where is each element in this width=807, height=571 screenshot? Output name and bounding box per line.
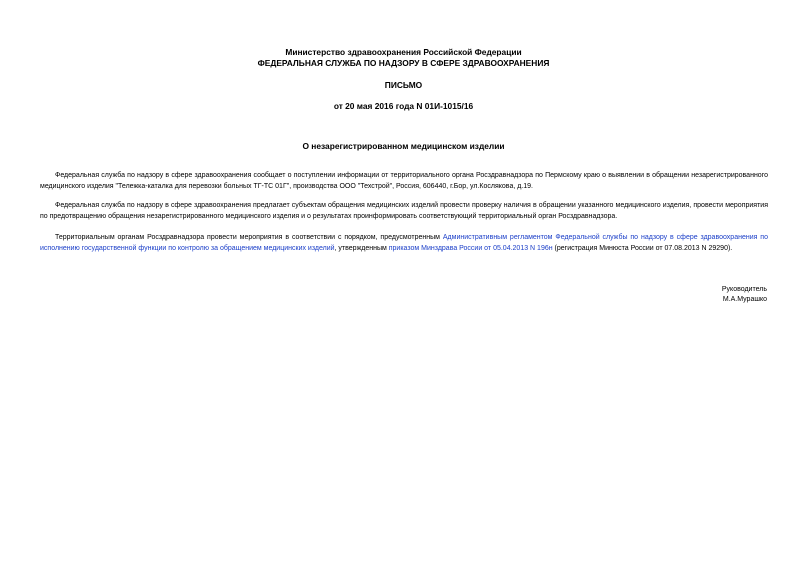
- paragraph-2: Федеральная служба по надзору в сфере здравоохранения предлагает субъектам обращения медицинских изделий провести проверку наличия в обращении указанного медицинского изделия, провести мероприятия по предотвращению обращения незарегистрированного медицинского изделия и о результатах проинформировать соответствующий территориальный орган Росздравнадзора.: [40, 202, 768, 220]
- signatory-position: Руководитель: [721, 286, 767, 293]
- document-type: ПИСЬМО: [384, 80, 423, 90]
- ministry-name: Министерство здравоохранения Российской Федерации: [285, 47, 522, 57]
- signatory-name: М.А.Мурашко: [722, 296, 767, 303]
- regulation-link[interactable]: Административным регламентом Федеральной службы по надзору в сфере здравоохранения по исполнению государственной функции по контролю за обращением медицинских изделий: [40, 234, 768, 252]
- paragraph-1: Федеральная служба по надзору в сфере здравоохранения сообщает о поступлении информации от территориального органа Росздравнадзора по Пермскому краю о выявлении в обращении незарегистрированного медицинского изделия "Тележка-каталка для перевозки больных ТГ-ТС 01Г", производства ООО "Техстрой", Россия, 606440, г.Бор, ул.Кослякова, д.19.: [40, 172, 768, 190]
- paragraph-3-text-1: Территориальным органам Росздравнадзора провести мероприятия в соответствии с порядком, предусмотренным: [55, 234, 443, 241]
- paragraph-3-text-2: , утвержденным: [334, 244, 389, 252]
- paragraph-3-text-3: (регистрация Минюста России от 07.08.2013 N 29290).: [552, 244, 733, 252]
- document-date-number: от 20 мая 2016 года N 01И-1015/16: [333, 101, 474, 111]
- document-title: О незарегистрированном медицинском изделии: [302, 141, 505, 151]
- service-name: ФЕДЕРАЛЬНАЯ СЛУЖБА ПО НАДЗОРУ В СФЕРЕ ЗДРАВООХРАНЕНИЯ: [257, 58, 550, 68]
- paragraph-3: [40, 233, 768, 254]
- order-link[interactable]: приказом Минздрава России от 05.04.2013 N 196н: [388, 244, 553, 252]
